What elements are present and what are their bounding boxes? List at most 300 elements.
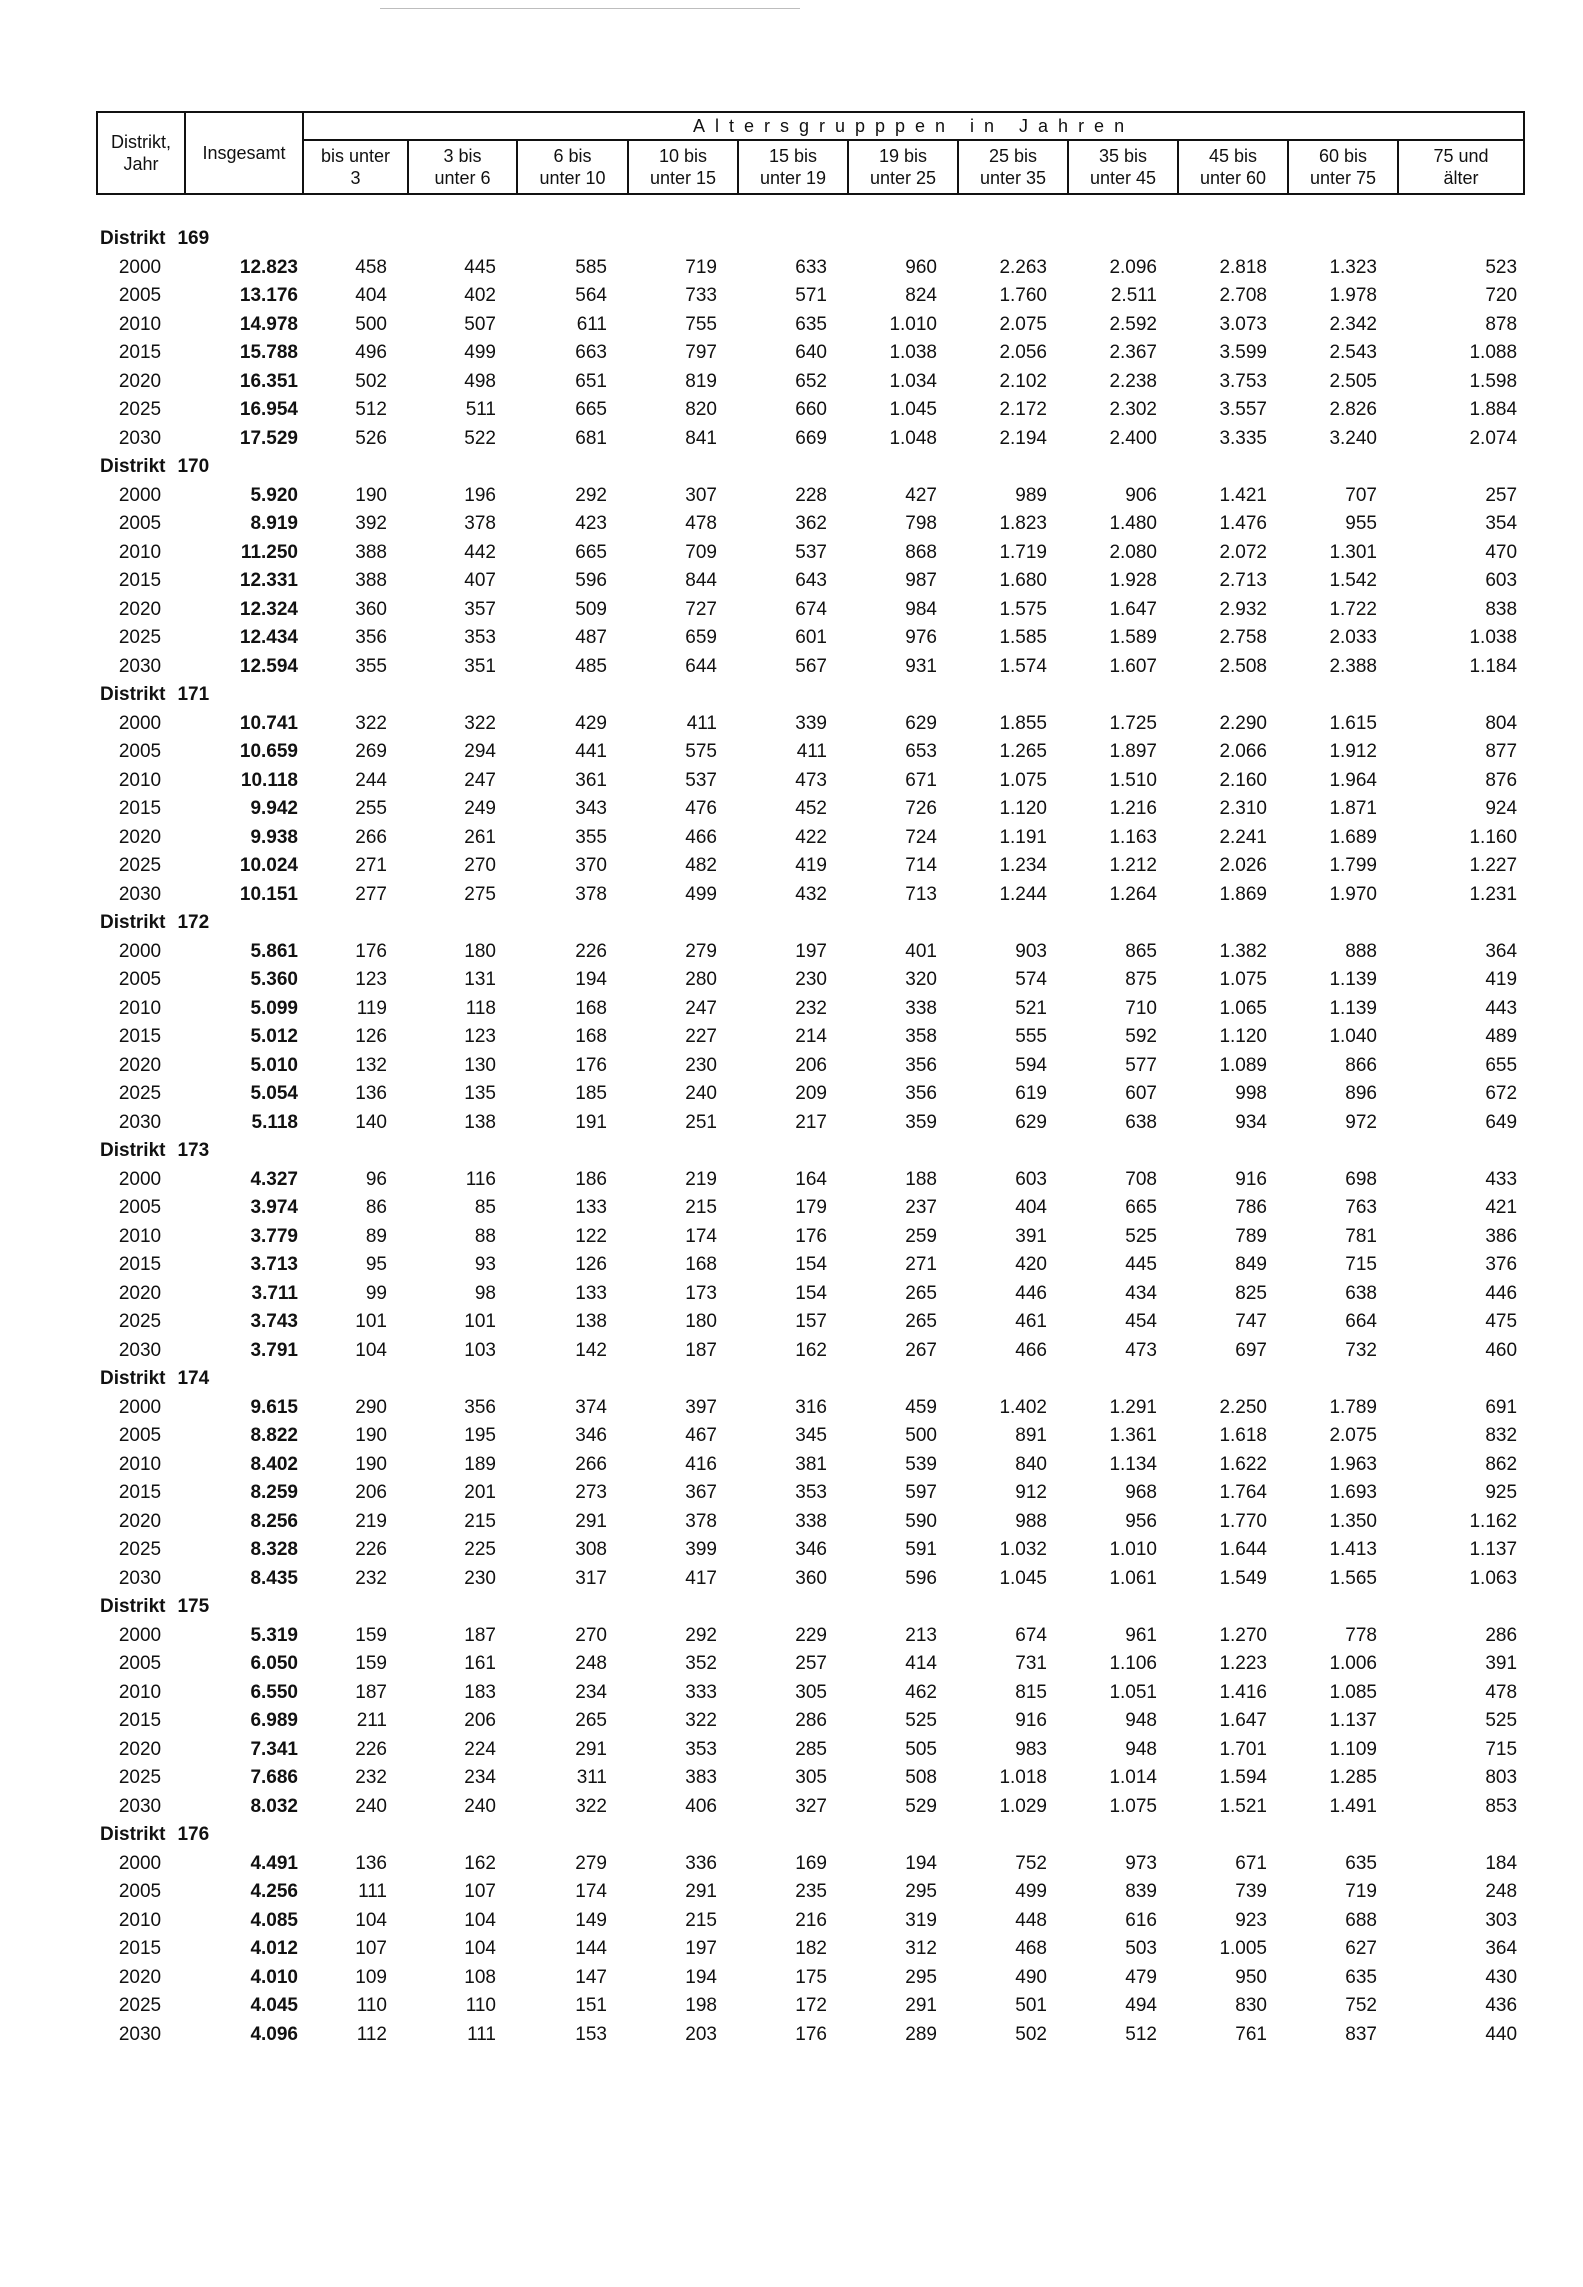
age-value-cell: 446 [1485, 1282, 1518, 1304]
age-value-cell: 411 [686, 712, 717, 734]
age-value-cell: 539 [905, 1453, 937, 1475]
age-value-cell: 206 [795, 1054, 827, 1076]
age-value-cell: 197 [795, 940, 827, 962]
age-value-cell: 123 [464, 1026, 496, 1047]
age-value-cell: 265 [905, 1311, 937, 1332]
district-heading [96, 1821, 1523, 1850]
age-value-cell: 104 [355, 1909, 387, 1931]
table-row [96, 1023, 1523, 1052]
age-value-cell: 411 [796, 741, 827, 762]
age-value-cell: 3.240 [1329, 427, 1377, 449]
age-groups-title: Altersgrupppen in Jahren [303, 112, 1524, 140]
age-value-cell: 1.413 [1329, 1539, 1377, 1560]
total-cell: 9.938 [250, 826, 298, 848]
age-value-cell: 651 [575, 370, 607, 392]
age-value-cell: 440 [1485, 2023, 1518, 2045]
age-value-cell: 401 [905, 940, 937, 962]
age-value-cell: 159 [355, 1624, 387, 1646]
age-value-cell: 452 [795, 798, 827, 819]
age-group-header [303, 140, 408, 194]
age-group-header [1288, 140, 1398, 194]
age-value-cell: 168 [575, 1026, 607, 1047]
district-heading-row [96, 681, 1523, 710]
table-row [96, 995, 1523, 1024]
age-value-cell: 1.598 [1469, 370, 1518, 392]
age-value-cell: 194 [575, 969, 607, 990]
age-value-cell: 173 [685, 1282, 717, 1304]
age-value-cell: 356 [905, 1083, 937, 1104]
age-value-cell: 1.647 [1219, 1710, 1267, 1731]
age-value-cell: 446 [1015, 1282, 1047, 1304]
age-value-cell: 1.897 [1109, 741, 1157, 762]
district-heading [96, 1593, 1523, 1622]
age-value-cell: 470 [1485, 541, 1518, 563]
age-value-cell: 295 [905, 1966, 937, 1988]
age-value-cell: 719 [685, 256, 717, 278]
age-value-cell: 213 [905, 1624, 937, 1646]
age-value-cell: 1.010 [1109, 1539, 1157, 1560]
age-value-cell: 386 [1485, 1225, 1518, 1247]
age-value-cell: 715 [1485, 1738, 1518, 1760]
age-value-cell: 891 [1015, 1425, 1047, 1446]
age-value-cell: 726 [905, 798, 937, 819]
age-value-cell: 755 [685, 313, 717, 335]
total-cell: 10.151 [239, 883, 298, 905]
age-value-cell: 502 [355, 370, 387, 392]
age-value-cell: 511 [465, 399, 496, 420]
age-value-cell: 269 [355, 741, 387, 762]
age-value-cell: 383 [685, 1767, 717, 1788]
age-value-cell: 691 [1485, 1396, 1518, 1418]
age-value-cell: 227 [685, 1026, 717, 1047]
age-value-cell: 149 [575, 1909, 607, 1931]
age-value-cell: 162 [464, 1852, 496, 1874]
age-value-cell: 2.072 [1219, 541, 1267, 563]
age-value-cell: 1.048 [889, 427, 937, 449]
age-value-cell: 360 [795, 1567, 827, 1589]
year-cell: 2015 [118, 798, 162, 819]
age-value-cell: 190 [355, 484, 387, 506]
age-group-header [408, 140, 517, 194]
year-cell: 2000 [118, 940, 162, 962]
age-value-cell: 267 [905, 1339, 937, 1361]
year-cell: 2030 [118, 1339, 162, 1361]
table-row [96, 254, 1523, 283]
age-value-cell: 355 [575, 826, 607, 848]
age-value-cell: 247 [685, 997, 717, 1019]
year-cell: 2015 [118, 1938, 162, 1959]
table-row [96, 1736, 1523, 1765]
age-value-cell: 1.574 [999, 655, 1047, 677]
district-number: 171 [177, 684, 210, 705]
table-row [96, 1052, 1523, 1081]
age-value-cell: 2.080 [1109, 541, 1157, 563]
age-value-cell: 257 [795, 1653, 827, 1674]
district-label: Distrikt [100, 1368, 166, 1389]
year-cell: 2015 [118, 570, 162, 591]
age-value-cell: 255 [355, 798, 387, 819]
age-value-cell: 649 [1485, 1111, 1518, 1133]
age-value-cell: 1.764 [1219, 1482, 1267, 1503]
age-value-cell: 142 [575, 1339, 607, 1361]
age-value-cell: 984 [905, 598, 937, 620]
age-value-cell: 2.290 [1219, 712, 1267, 734]
total-cell: 5.054 [250, 1083, 298, 1104]
age-group-header [848, 140, 958, 194]
table-row [96, 396, 1523, 425]
age-value-cell: 2.818 [1219, 256, 1267, 278]
age-value-cell: 355 [355, 655, 387, 677]
age-value-cell: 2.074 [1469, 427, 1518, 449]
age-value-cell: 419 [1485, 969, 1518, 990]
age-value-cell: 322 [355, 712, 387, 734]
total-cell: 13.176 [239, 285, 298, 306]
age-value-cell: 407 [464, 570, 496, 591]
age-value-cell: 732 [1345, 1339, 1377, 1361]
table-row [96, 1080, 1523, 1109]
age-value-cell: 1.542 [1329, 570, 1377, 591]
age-value-cell: 865 [1125, 940, 1157, 962]
age-value-cell: 164 [795, 1168, 827, 1190]
age-value-cell: 521 [1015, 997, 1047, 1019]
age-value-cell: 596 [905, 1567, 937, 1589]
age-value-cell: 136 [355, 1083, 387, 1104]
age-value-cell: 176 [355, 940, 387, 962]
total-cell: 16.351 [239, 370, 298, 392]
total-cell: 5.012 [250, 1026, 298, 1047]
age-group-header-line2: unter 6 [434, 168, 491, 188]
age-value-cell: 184 [1485, 1852, 1518, 1874]
total-cell: 3.711 [251, 1282, 298, 1304]
age-value-cell: 972 [1345, 1111, 1377, 1133]
age-value-cell: 1.106 [1109, 1653, 1157, 1674]
total-cell: 17.529 [239, 427, 298, 449]
table-header [96, 111, 1525, 195]
age-value-cell: 86 [365, 1197, 387, 1218]
age-value-cell: 295 [905, 1881, 937, 1902]
age-value-cell: 279 [575, 1852, 607, 1874]
age-value-cell: 370 [575, 855, 607, 876]
age-value-cell: 2.194 [999, 427, 1047, 449]
age-value-cell: 110 [465, 1995, 496, 2016]
age-value-cell: 1.051 [1109, 1681, 1157, 1703]
table-row [96, 738, 1523, 767]
age-value-cell: 229 [795, 1624, 827, 1646]
age-value-cell: 1.301 [1329, 541, 1377, 563]
total-cell: 4.012 [250, 1938, 298, 1959]
age-value-cell: 176 [575, 1054, 607, 1076]
age-value-cell: 672 [1485, 1083, 1518, 1104]
age-value-cell: 280 [685, 969, 717, 990]
year-cell: 2005 [118, 1881, 162, 1902]
age-value-cell: 1.160 [1469, 826, 1518, 848]
year-cell: 2000 [118, 1168, 162, 1190]
age-value-cell: 259 [905, 1225, 937, 1247]
age-value-cell: 1.701 [1219, 1738, 1267, 1760]
age-value-cell: 674 [1015, 1624, 1047, 1646]
age-value-cell: 305 [795, 1681, 827, 1703]
age-value-cell: 108 [464, 1966, 496, 1988]
district-number: 170 [177, 456, 210, 477]
age-value-cell: 240 [685, 1083, 717, 1104]
age-value-cell: 416 [685, 1453, 717, 1475]
age-value-cell: 388 [355, 541, 387, 563]
age-value-cell: 169 [795, 1852, 827, 1874]
age-value-cell: 292 [575, 484, 607, 506]
age-value-cell: 896 [1345, 1083, 1377, 1104]
age-value-cell: 277 [355, 883, 387, 905]
total-cell: 7.341 [250, 1738, 298, 1760]
age-value-cell: 2.075 [999, 313, 1047, 335]
age-value-cell: 638 [1125, 1111, 1157, 1133]
table-row [96, 966, 1523, 995]
age-value-cell: 720 [1485, 285, 1518, 306]
age-value-cell: 237 [905, 1197, 937, 1218]
total-cell: 3.974 [250, 1197, 298, 1218]
age-value-cell: 747 [1235, 1311, 1267, 1332]
age-value-cell: 931 [905, 655, 937, 677]
age-value-cell: 358 [905, 1026, 937, 1047]
year-cell: 2020 [118, 1054, 162, 1076]
table-row [96, 311, 1523, 340]
age-value-cell: 209 [795, 1083, 827, 1104]
age-value-cell: 1.231 [1469, 883, 1518, 905]
table-row [96, 1308, 1523, 1337]
age-value-cell: 715 [1345, 1254, 1377, 1275]
age-value-cell: 3.557 [1219, 399, 1267, 420]
age-value-cell: 888 [1345, 940, 1377, 962]
year-cell: 2010 [118, 1225, 162, 1247]
age-value-cell: 707 [1345, 484, 1377, 506]
district-heading [96, 225, 1523, 254]
age-value-cell: 710 [1125, 997, 1157, 1019]
age-value-cell: 360 [355, 598, 387, 620]
age-value-cell: 733 [685, 285, 717, 306]
age-value-cell: 798 [905, 513, 937, 534]
age-value-cell: 376 [1485, 1254, 1518, 1275]
age-value-cell: 2.826 [1329, 399, 1377, 420]
age-group-header-line1: 25 bis [988, 146, 1038, 166]
age-value-cell: 230 [464, 1567, 496, 1589]
age-value-cell: 196 [464, 484, 496, 506]
age-value-cell: 1.476 [1219, 513, 1267, 534]
table-row [96, 1479, 1523, 1508]
age-value-cell: 505 [905, 1738, 937, 1760]
age-value-cell: 356 [464, 1396, 496, 1418]
age-value-cell: 118 [465, 997, 496, 1019]
age-value-cell: 85 [474, 1197, 496, 1218]
age-value-cell: 708 [1125, 1168, 1157, 1190]
year-cell: 2005 [118, 969, 162, 990]
age-value-cell: 270 [575, 1624, 607, 1646]
total-cell: 12.434 [239, 627, 298, 648]
age-value-cell: 357 [464, 598, 496, 620]
year-cell: 2025 [118, 1311, 162, 1332]
age-value-cell: 343 [575, 798, 607, 819]
age-value-cell: 601 [795, 627, 827, 648]
district-heading [96, 909, 1523, 938]
age-value-cell: 643 [795, 570, 827, 591]
age-value-cell: 110 [356, 1995, 387, 2016]
age-group-header-line2: älter [1443, 168, 1479, 188]
table-row [96, 539, 1523, 568]
age-value-cell: 461 [1015, 1311, 1047, 1332]
age-value-cell: 291 [575, 1738, 607, 1760]
age-value-cell: 2.367 [1109, 342, 1157, 363]
age-value-cell: 825 [1235, 1282, 1267, 1304]
age-group-header-line2: unter 45 [1089, 168, 1157, 188]
age-value-cell: 441 [575, 741, 607, 762]
age-value-cell: 824 [905, 285, 937, 306]
year-cell: 2020 [118, 1282, 162, 1304]
age-value-cell: 338 [795, 1510, 827, 1532]
document-page [96, 111, 1523, 2049]
table-row [96, 1622, 1523, 1651]
age-value-cell: 154 [795, 1254, 827, 1275]
table-row [96, 1166, 1523, 1195]
age-value-cell: 697 [1235, 1339, 1267, 1361]
table-row [96, 1280, 1523, 1309]
age-value-cell: 423 [575, 513, 607, 534]
age-value-cell: 597 [905, 1482, 937, 1503]
age-value-cell: 1.722 [1329, 598, 1377, 620]
age-value-cell: 197 [685, 1938, 717, 1959]
age-value-cell: 104 [464, 1938, 496, 1959]
age-value-cell: 157 [795, 1311, 827, 1332]
district-heading-row [96, 909, 1523, 938]
age-value-cell: 903 [1015, 940, 1047, 962]
age-group-header-line1: 19 bis [878, 146, 928, 166]
age-value-cell: 182 [795, 1938, 827, 1959]
age-value-cell: 459 [905, 1396, 937, 1418]
age-value-cell: 291 [905, 1995, 937, 2016]
age-value-cell: 688 [1345, 1909, 1377, 1931]
age-group-header-line2: unter 19 [759, 168, 827, 188]
district-heading-row [96, 1821, 1523, 1850]
age-value-cell: 496 [355, 342, 387, 363]
age-value-cell: 501 [1015, 1995, 1047, 2016]
year-cell: 2000 [118, 484, 162, 506]
age-value-cell: 629 [905, 712, 937, 734]
age-value-cell: 2.708 [1219, 285, 1267, 306]
age-value-cell: 1.212 [1109, 855, 1157, 876]
age-value-cell: 251 [685, 1111, 717, 1133]
age-value-cell: 633 [795, 256, 827, 278]
age-value-cell: 585 [575, 256, 607, 278]
age-value-cell: 190 [355, 1425, 387, 1446]
age-value-cell: 359 [905, 1111, 937, 1133]
age-value-cell: 353 [795, 1482, 827, 1503]
age-value-cell: 2.508 [1219, 655, 1267, 677]
age-group-header-line1: 6 bis [553, 146, 592, 166]
age-value-cell: 713 [905, 883, 937, 905]
age-value-cell: 714 [905, 855, 937, 876]
district-label: Distrikt [100, 684, 166, 705]
age-group-header [1398, 140, 1524, 194]
age-value-cell: 206 [355, 1482, 387, 1503]
population-table-body [96, 225, 1523, 2049]
age-value-cell: 1.216 [1109, 798, 1157, 819]
age-value-cell: 487 [575, 627, 607, 648]
age-value-cell: 1.134 [1109, 1453, 1157, 1475]
age-value-cell: 367 [685, 1482, 717, 1503]
age-value-cell: 868 [905, 541, 937, 563]
age-value-cell: 232 [795, 997, 827, 1019]
year-cell: 2030 [118, 427, 162, 449]
year-cell: 2030 [118, 1111, 162, 1133]
age-value-cell: 364 [1485, 940, 1518, 962]
age-value-cell: 351 [464, 655, 496, 677]
age-value-cell: 1.120 [1219, 1026, 1267, 1047]
table-row [96, 1764, 1523, 1793]
age-value-cell: 378 [464, 513, 496, 534]
total-cell: 8.435 [250, 1567, 298, 1589]
age-group-header-line2: unter 35 [979, 168, 1047, 188]
age-group-header-line1: 3 bis [443, 146, 482, 166]
age-value-cell: 147 [575, 1966, 607, 1988]
age-value-cell: 627 [1345, 1938, 1377, 1959]
age-value-cell: 1.912 [1329, 741, 1377, 762]
age-value-cell: 478 [685, 513, 717, 534]
year-cell: 2005 [118, 741, 162, 762]
age-value-cell: 727 [685, 598, 717, 620]
total-cell: 7.686 [250, 1767, 298, 1788]
age-value-cell: 875 [1125, 969, 1157, 990]
age-value-cell: 374 [575, 1396, 607, 1418]
age-value-cell: 567 [795, 655, 827, 677]
age-value-cell: 429 [575, 712, 607, 734]
age-value-cell: 2.102 [999, 370, 1047, 392]
age-value-cell: 948 [1125, 1738, 1157, 1760]
year-cell: 2010 [118, 769, 162, 791]
total-cell: 4.491 [250, 1852, 298, 1874]
table-row [96, 653, 1523, 682]
age-value-cell: 1.884 [1469, 399, 1518, 420]
age-value-cell: 179 [795, 1197, 827, 1218]
year-cell: 2010 [118, 1453, 162, 1475]
year-cell: 2000 [118, 256, 162, 278]
age-value-cell: 111 [467, 2023, 496, 2045]
age-value-cell: 575 [685, 741, 717, 762]
age-value-cell: 973 [1125, 1852, 1157, 1874]
age-value-cell: 841 [685, 427, 717, 449]
age-value-cell: 574 [1015, 969, 1047, 990]
age-value-cell: 248 [1485, 1881, 1518, 1902]
age-value-cell: 596 [575, 570, 607, 591]
age-value-cell: 838 [1485, 598, 1518, 620]
age-value-cell: 1.085 [1329, 1681, 1377, 1703]
table-row [96, 596, 1523, 625]
year-cell: 2000 [118, 712, 162, 734]
age-value-cell: 402 [464, 285, 496, 306]
age-value-cell: 2.342 [1329, 313, 1377, 335]
age-value-cell: 174 [575, 1881, 607, 1902]
year-cell: 2020 [118, 598, 162, 620]
age-value-cell: 2.263 [999, 256, 1047, 278]
age-value-cell: 681 [575, 427, 607, 449]
age-value-cell: 1.227 [1469, 855, 1518, 876]
age-group-header-line2: 3 [350, 168, 361, 188]
age-value-cell: 2.511 [1110, 285, 1157, 306]
year-cell: 2005 [118, 285, 162, 306]
age-value-cell: 912 [1015, 1482, 1047, 1503]
age-value-cell: 724 [905, 826, 937, 848]
age-value-cell: 1.521 [1219, 1795, 1267, 1817]
age-value-cell: 500 [355, 313, 387, 335]
age-value-cell: 388 [355, 570, 387, 591]
table-row [96, 824, 1523, 853]
age-group-header-line1: 45 bis [1208, 146, 1258, 166]
